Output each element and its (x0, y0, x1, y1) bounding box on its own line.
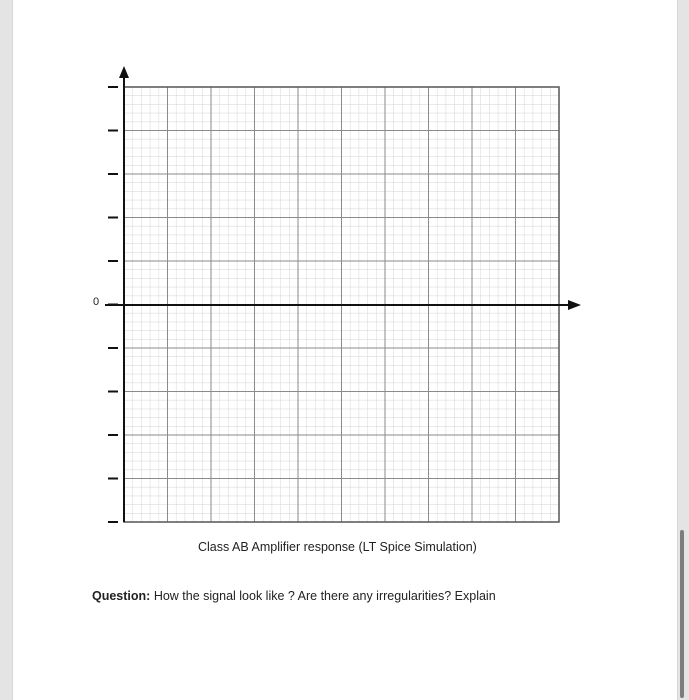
scrollbar-thumb[interactable] (680, 530, 684, 698)
y-axis-ticks (108, 87, 118, 522)
y-axis-arrow-icon (119, 66, 129, 78)
figure-caption: Class AB Amplifier response (LT Spice Simulation) (198, 540, 477, 554)
x-axis-arrow-icon (568, 300, 581, 310)
question-text (92, 589, 652, 603)
y-axis-zero-label: 0 (93, 296, 100, 308)
question-body: How the signal look like ? Are there any irregularities? Explain (150, 589, 496, 603)
question-label: Question: (92, 589, 151, 603)
